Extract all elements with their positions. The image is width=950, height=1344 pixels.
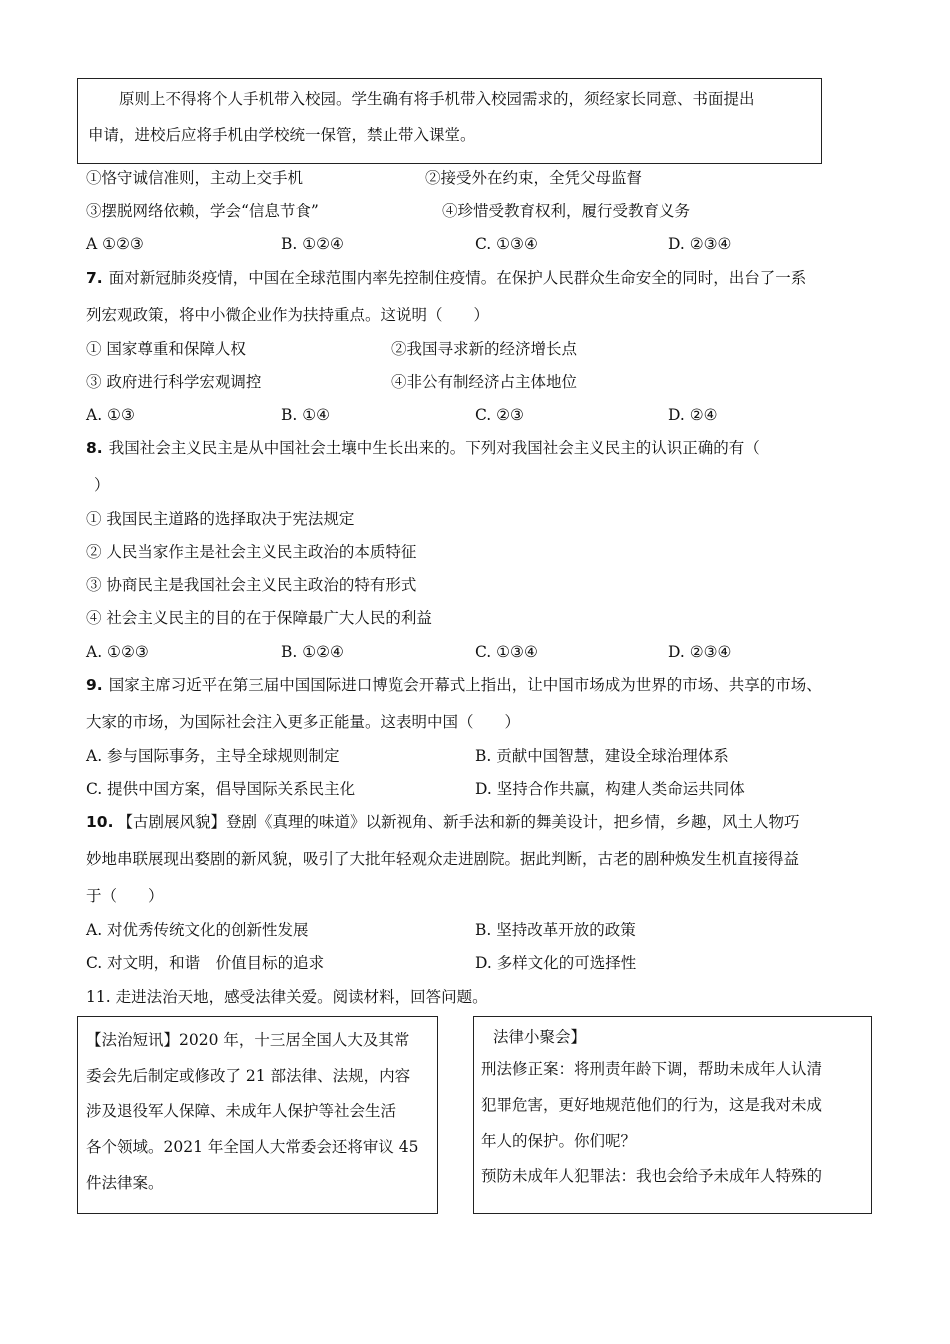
q10-choice-a[interactable]: A. 对优秀传统文化的创新性发展: [86, 921, 309, 939]
q10-stem-text-1: 【古剧展风貌】登剧《真理的味道》以新视角、新手法和新的舞美设计，把乡情，乡趣，风土人物巧: [117, 813, 800, 831]
q8-option-1: ① 我国民主道路的选择取决于宪法规定: [86, 510, 355, 528]
q9-stem-line-1: [86, 675, 822, 695]
q11-left-line-4: 各个领域。2021 年全国人大常委会还将审议 45: [86, 1138, 419, 1156]
q7-number: 7.: [86, 269, 103, 287]
q11-right-line-1: 法律小聚会】: [493, 1028, 587, 1046]
q8-choice-a[interactable]: A. ①②③: [86, 643, 149, 661]
q8-choice-b[interactable]: B. ①②④: [281, 643, 344, 661]
q9-choice-d[interactable]: D. 坚持合作共赢，构建人类命运共同体: [475, 780, 745, 798]
q10-number: 10.: [86, 813, 114, 831]
q9-choice-b[interactable]: B. 贡献中国智慧，建设全球治理体系: [475, 747, 729, 765]
q11-right-line-3: 犯罪危害，更好地规范他们的行为，这是我对未成: [481, 1096, 823, 1114]
q8-option-2: ② 人民当家作主是社会主义民主政治的本质特征: [86, 543, 417, 561]
q7-choice-b[interactable]: B. ①④: [281, 406, 331, 424]
q8-choice-d[interactable]: D. ②③④: [668, 643, 732, 661]
q6-choice-c[interactable]: C. ①③④: [475, 235, 538, 253]
q6-choice-d[interactable]: D. ②③④: [668, 235, 732, 253]
q8-option-4: ④ 社会主义民主的目的在于保障最广大人民的利益: [86, 609, 432, 627]
q9-number: 9.: [86, 676, 103, 694]
q7-choice-c[interactable]: C. ②③: [475, 406, 524, 424]
q11-right-line-4: 年人的保护。你们呢？: [481, 1132, 637, 1150]
q11-left-line-5: 件法律案。: [86, 1174, 164, 1192]
q10-stem-line-2: 妙地串联展现出婺剧的新风貌，吸引了大批年轻观众走进剧院。据此判断，古老的剧种焕发生机直接得益: [86, 850, 800, 868]
intro-line-1: 原则上不得将个人手机带入校园。学生确有将手机带入校园需求的，须经家长同意、书面提出: [119, 90, 755, 108]
q9-stem-text-1: 国家主席习近平在第三届中国国际进口博览会开幕式上指出，让中国市场成为世界的市场、共享的市场、: [108, 676, 822, 694]
q11-right-line-5: 预防未成年人犯罪法：我也会给予未成年人特殊的: [481, 1167, 823, 1185]
q7-choice-a[interactable]: A. ①③: [86, 406, 135, 424]
q11-left-line-2: 委会先后制定或修改了 21 部法律、法规，内容: [86, 1067, 411, 1085]
intro-line-2: 申请，进校后应将手机由学校统一保管，禁止带入课堂。: [88, 126, 476, 144]
q7-option-4: ④非公有制经济占主体地位: [391, 373, 578, 391]
q6-option-2: ②接受外在约束，全凭父母监督: [425, 169, 643, 187]
q8-stem-line-1: [86, 438, 760, 458]
q6-option-3: ③摆脱网络依赖，学会“信息节食”: [86, 202, 319, 220]
q11-right-line-2: 刑法修正案：将刑责年龄下调，帮助未成年人认清: [481, 1060, 823, 1078]
q7-choice-d[interactable]: D. ②④: [668, 406, 718, 424]
q11-stem: 11. 走进法治天地，感受法律关爱。阅读材料，回答问题。: [86, 988, 488, 1006]
q8-option-3: ③ 协商民主是我国社会主义民主政治的特有形式: [86, 576, 417, 594]
q8-choice-c[interactable]: C. ①③④: [475, 643, 538, 661]
q7-stem-text-1: 面对新冠肺炎疫情，中国在全球范围内率先控制住疫情。在保护人民群众生命安全的同时，出台了一系: [108, 269, 807, 287]
q9-choice-c[interactable]: C. 提供中国方案，倡导国际关系民主化: [86, 780, 356, 798]
q6-choice-a[interactable]: A ①②③: [86, 235, 144, 253]
q6-option-1: ①恪守诚信准则，主动上交手机: [86, 169, 304, 187]
q10-choice-b[interactable]: B. 坚持改革开放的政策: [475, 921, 636, 939]
q6-choice-b[interactable]: B. ①②④: [281, 235, 344, 253]
q8-number: 8.: [86, 439, 103, 457]
q9-stem-line-2: 大家的市场，为国际社会注入更多正能量。这表明中国（ ）: [86, 713, 521, 731]
q10-stem-line-1: [86, 812, 799, 832]
q10-choice-d[interactable]: D. 多样文化的可选择性: [475, 954, 637, 972]
q11-left-line-3: 涉及退役军人保障、未成年人保护等社会生活: [86, 1102, 397, 1120]
q7-stem-line-2: 列宏观政策，将中小微企业作为扶持重点。这说明（ ）: [86, 306, 490, 324]
q11-left-line-1: 【法治短讯】2020 年，十三居全国人大及其常: [86, 1031, 410, 1049]
q8-stem-line-2: ）: [94, 476, 110, 494]
q6-option-4: ④珍惜受教育权利，履行受教育义务: [442, 202, 691, 220]
q7-stem-line-1: [86, 268, 806, 288]
q7-option-1: ① 国家尊重和保障人权: [86, 340, 246, 358]
q10-stem-line-3: 于（ ）: [86, 887, 164, 905]
q7-option-3: ③ 政府进行科学宏观调控: [86, 373, 262, 391]
q7-option-2: ②我国寻求新的经济增长点: [391, 340, 578, 358]
q8-stem-text-1: 我国社会主义民主是从中国社会土壤中生长出来的。下列对我国社会主义民主的认识正确的有（: [108, 439, 760, 457]
q9-choice-a[interactable]: A. 参与国际事务，主导全球规则制定: [86, 747, 340, 765]
q10-choice-c[interactable]: C. 对文明，和谐 价值目标的追求: [86, 954, 325, 972]
